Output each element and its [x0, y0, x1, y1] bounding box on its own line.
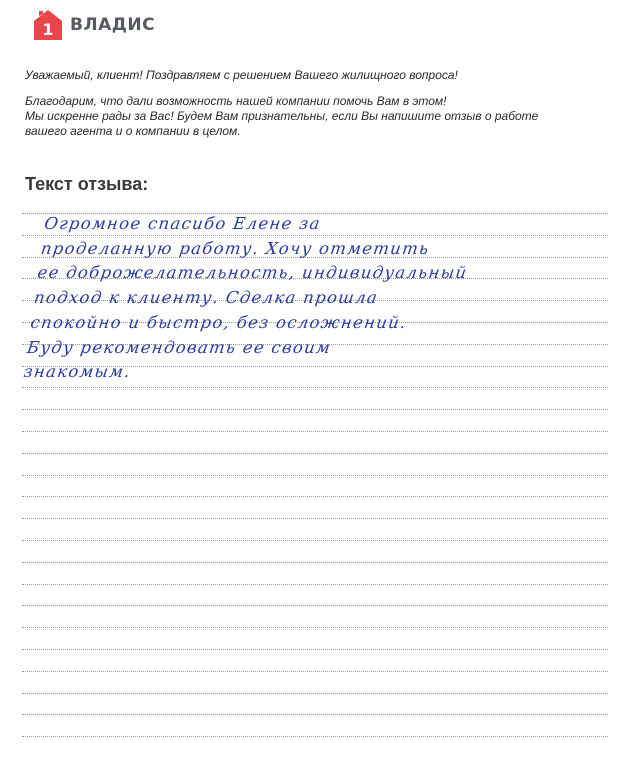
ruled-line: [22, 453, 608, 454]
intro-greeting: Уважаемый, клиент! Поздравляем с решением Вашего жилищного вопроса!: [25, 68, 458, 82]
review-text: [22, 212, 618, 385]
review-line: знакомым.: [22, 362, 133, 382]
brand-logo: [33, 8, 155, 42]
ruled-line: [22, 736, 608, 737]
ruled-line: [22, 584, 608, 585]
review-line: Буду рекомендовать ее своим: [25, 337, 333, 357]
ruled-line: [22, 562, 608, 563]
review-line: проделанную работу. Хочу отметить: [39, 238, 431, 258]
ruled-line: [22, 649, 608, 650]
ruled-line: [22, 518, 608, 519]
house-icon: [33, 9, 63, 41]
review-line: спокойно и быстро, без осложнений.: [29, 312, 409, 332]
ruled-line: [22, 540, 608, 541]
ruled-line: [22, 693, 608, 694]
review-line: Огромное спасибо Елене за: [43, 214, 323, 233]
intro-thanks: Благодарим, что дали возможность нашей компании помочь Вам в этом!: [25, 94, 447, 108]
ruled-line: [22, 627, 608, 628]
ruled-line: [22, 714, 608, 715]
ruled-line: [22, 496, 608, 497]
logo-mark-digit: 1: [42, 20, 54, 39]
intro-text: [25, 68, 595, 139]
review-title: Текст отзыва:: [25, 174, 149, 194]
ruled-line: [22, 431, 608, 432]
ruled-line: [22, 387, 608, 388]
brand-name: ВЛАДИС: [70, 15, 156, 35]
review-line: ее доброжелательность, индивидуальный: [36, 263, 469, 283]
ruled-line: [22, 671, 608, 672]
ruled-line: [22, 605, 608, 606]
ruled-line: [22, 409, 608, 410]
ruled-line: [22, 475, 608, 476]
intro-request-cont: вашего агента и о компании в целом.: [25, 124, 241, 138]
intro-request: Мы искренне рады за Вас! Будем Вам признательны, если Вы напишите отзыв о работе: [25, 109, 539, 123]
review-line: подход к клиенту. Сделка прошла: [32, 288, 380, 308]
